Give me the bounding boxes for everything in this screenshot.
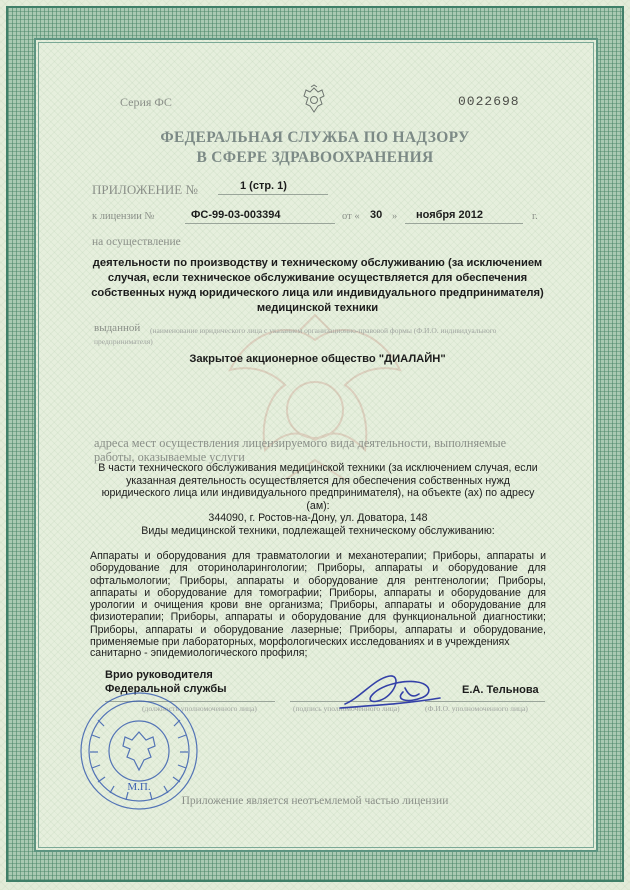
signer-position-line-2: Федеральной службы bbox=[105, 683, 227, 695]
series-label: Серия ФС bbox=[120, 95, 172, 109]
addresses-body bbox=[92, 462, 544, 538]
equipment-list-last-line: санитарно - эпидемиологического профиля; bbox=[90, 647, 308, 659]
agency-line-1: ФЕДЕРАЛЬНАЯ СЛУЖБА ПО НАДЗОРУ bbox=[160, 129, 470, 146]
handwritten-signature bbox=[335, 668, 445, 712]
signature-caption: (подпись уполномоченного лица) bbox=[293, 704, 400, 713]
stamp-mark: М.П. bbox=[127, 781, 151, 793]
activity-label: на осуществление bbox=[92, 236, 181, 248]
position-caption: (должность уполномоченного лица) bbox=[142, 704, 257, 713]
addresses-heading: адреса мест осуществления лицензируемого вида деятельности, выполняемые работы, оказываемые услуги bbox=[94, 436, 507, 464]
appendix-label: ПРИЛОЖЕНИЕ № bbox=[92, 182, 198, 197]
signer-position-line-1: Врио руководителя bbox=[105, 669, 213, 681]
license-date-close-quote: » bbox=[392, 211, 398, 222]
signer-name: Е.А. Тельнова bbox=[462, 684, 539, 696]
license-date-from-label: от « bbox=[342, 211, 360, 222]
license-day: 30 bbox=[370, 209, 383, 221]
issued-caption-line-2: предпринимателя) bbox=[94, 337, 153, 346]
organization-name: Закрытое акционерное общество "ДИАЛАЙН" bbox=[189, 353, 446, 365]
license-label: к лицензии № bbox=[92, 211, 155, 222]
license-year-suffix: г. bbox=[532, 211, 538, 222]
name-caption: (Ф.И.О. уполномоченного лица) bbox=[425, 704, 528, 713]
appendix-underline bbox=[218, 194, 328, 195]
coat-of-arms-icon bbox=[300, 84, 328, 116]
addresses-intro: В части технического обслуживания медицинской техники (за исключением случая, если указанная деятельность осуществляется для обеспечения собственных нужд юридического лица или индивидуального предпринимателя), на объекте (ах) по адресу (ам): bbox=[98, 462, 538, 512]
footer-note: Приложение является неотъемлемой частью лицензии bbox=[181, 795, 449, 807]
equipment-list: Аппараты и оборудования для травматологии и механотерапии; Приборы, аппараты и оборудование для оториноларингологии; Приборы, аппараты и оборудование для офтальмологии; Приборы, аппараты и оборудование для рентгенологии; Приборы, аппараты и оборудование для томографии; Приборы, аппараты и оборудование для урологии и очищения крови вне организма; Приборы, аппараты и оборудование для физиотерапии; Приборы, аппараты и оборудование для функциональной диагностики; Приборы, аппараты и оборудование лазерные; Приборы, аппараты и оборудование, применяемые при лабораторных, морфологических исследованиях и в учреждениях bbox=[90, 550, 546, 649]
license-month-year: ноября 2012 bbox=[416, 209, 483, 221]
equipment-types-heading: Виды медицинской техники, подлежащей техническому обслуживанию: bbox=[141, 524, 495, 537]
license-number-underline bbox=[185, 223, 335, 224]
license-number: ФС-99-03-003394 bbox=[191, 209, 281, 221]
activity-description: деятельности по производству и техническому обслуживанию (за исключением случая, если техническое обслуживание осуществляется для обеспечения собственных нужд юридического лица или индивидуального предпринимателя) медицинской техники bbox=[91, 257, 544, 314]
facility-address: 344090, г. Ростов-на-Дону, ул. Доватора, 148 bbox=[208, 512, 428, 525]
issued-caption-line-1: (наименование юридического лица с указанием организационно-правовой формы (Ф.И.О. индивидуального bbox=[150, 326, 497, 335]
agency-line-2: В СФЕРЕ ЗДРАВООХРАНЕНИЯ bbox=[196, 149, 434, 166]
issued-label: выданной bbox=[94, 322, 141, 334]
serial-number: 0022698 bbox=[458, 94, 520, 109]
agency-name bbox=[100, 128, 530, 168]
official-seal-stamp bbox=[78, 690, 200, 812]
license-date-underline bbox=[405, 223, 523, 224]
appendix-number: 1 (стр. 1) bbox=[240, 180, 287, 192]
